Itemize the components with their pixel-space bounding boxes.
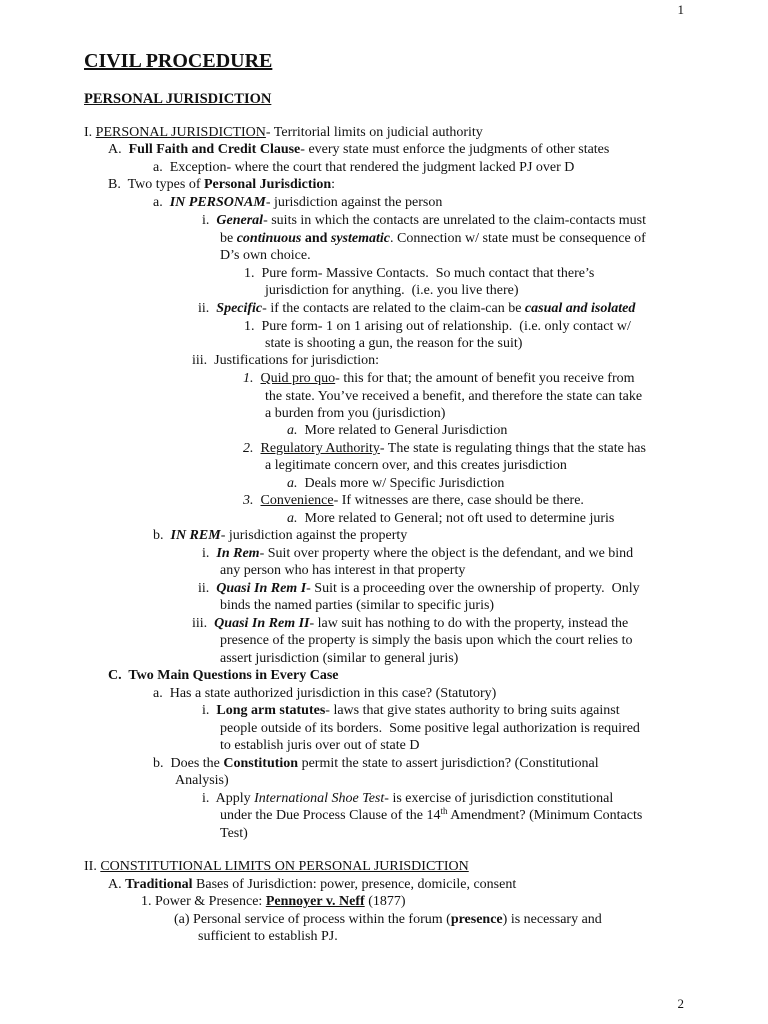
outline-line-j3-a xyxy=(287,510,614,527)
outline-text: Pure form- Massive Contacts. So much contact that there’s xyxy=(261,266,595,281)
outline-text: Bases of Jurisdiction: power, presence, domicile, consent xyxy=(192,877,517,892)
outline-text: jurisdiction for anything. (i.e. you live there) xyxy=(265,283,519,298)
outline-marker: (a) xyxy=(174,912,190,927)
outline-marker: b. xyxy=(153,756,164,771)
outline-marker: a. xyxy=(287,476,298,491)
outline-marker: 1. xyxy=(243,371,254,386)
outline-marker: A. xyxy=(108,142,122,157)
outline-text: a legitimate concern over, and this creates jurisdiction xyxy=(265,458,567,473)
outline-line-r3-2 xyxy=(220,632,633,649)
outline-line-C-a-i-2 xyxy=(220,720,640,737)
section-heading: PERSONAL JURISDICTION xyxy=(95,125,266,140)
outline-line-j2-a xyxy=(287,475,504,492)
outline-line-B xyxy=(108,176,335,193)
term-bold-italic: IN PERSONAM xyxy=(169,195,266,210)
term-bold-italic: continuous xyxy=(236,231,302,246)
term-bold: Constitution xyxy=(223,756,299,771)
outline-line-r2-2 xyxy=(220,597,494,614)
term-bold-italic: IN REM xyxy=(170,528,221,543)
outline-marker: B. xyxy=(108,177,121,192)
document-subtitle: PERSONAL JURISDICTION xyxy=(84,91,272,107)
outline-line-j3 xyxy=(243,492,584,509)
outline-marker: i. xyxy=(202,546,210,561)
outline-line-A-a xyxy=(153,159,574,176)
section-heading: CONSTITUTIONAL LIMITS ON PERSONAL JURISDICTION xyxy=(100,859,469,874)
outline-marker: I. xyxy=(84,125,93,140)
outline-line-r1 xyxy=(202,545,633,562)
outline-line-r3 xyxy=(192,615,628,632)
term-underlined: Quid pro quo xyxy=(260,371,336,386)
outline-text: . Connection w/ state must be consequence of xyxy=(390,231,646,246)
outline-text: people outside of its borders. Some positive legal authorization is required xyxy=(220,721,640,736)
outline-line-II-a-2 xyxy=(198,928,338,945)
outline-line-r1-2 xyxy=(220,562,465,579)
outline-line-r2 xyxy=(198,580,640,597)
outline-marker: iii. xyxy=(192,353,208,368)
outline-line-C-b-2 xyxy=(175,772,229,789)
term-bold-italic: casual and isolated xyxy=(524,301,636,316)
term-underlined: Regulatory Authority xyxy=(260,441,380,456)
outline-line-general-2 xyxy=(220,230,646,247)
outline-marker: i. xyxy=(202,703,210,718)
outline-line-C-b-i-2 xyxy=(220,807,642,824)
ordinal-suffix: th xyxy=(440,806,448,816)
outline-line-II-1 xyxy=(141,893,406,910)
section-heading: Two Main Questions in Every Case xyxy=(128,668,339,683)
term-bold-italic: Specific xyxy=(216,301,263,316)
outline-text: (1877) xyxy=(364,894,406,909)
outline-marker: 1. xyxy=(141,894,152,909)
outline-marker: a. xyxy=(287,511,298,526)
term-bold: Personal Jurisdiction xyxy=(204,177,332,192)
outline-line-j1-2 xyxy=(265,388,642,405)
outline-text: the state. You’ve received a benefit, and therefore the state can take xyxy=(265,389,643,404)
term-bold-italic: General xyxy=(216,213,264,228)
outline-text: Power & Presence: xyxy=(155,894,266,909)
outline-line-B-b xyxy=(153,527,407,544)
outline-text: - is exercise of jurisdiction constitutional xyxy=(384,791,614,806)
outline-text: - Territorial limits on judicial authority xyxy=(265,125,483,140)
outline-line-r3-3 xyxy=(220,650,458,667)
outline-text: - if the contacts are related to the claim-can be xyxy=(262,301,525,316)
outline-line-A xyxy=(108,141,609,158)
outline-text: presence of the property is simply the basis upon which the court relies to xyxy=(220,633,633,648)
outline-text: a burden from you (jurisdiction) xyxy=(265,406,446,421)
document-title: CIVIL PROCEDURE xyxy=(84,50,273,72)
outline-text: ) is necessary and xyxy=(502,912,602,927)
outline-text: - every state must enforce the judgments of other states xyxy=(300,142,610,157)
outline-marker: II. xyxy=(84,859,97,874)
outline-text: - law suit has nothing to do with the property, instead the xyxy=(309,616,629,631)
term-bold: Long arm statutes xyxy=(216,703,326,718)
outline-line-C-b-i-3 xyxy=(220,825,248,842)
outline-marker: i. xyxy=(202,791,210,806)
outline-line-j1-3 xyxy=(265,405,445,422)
outline-marker: 1. xyxy=(244,266,255,281)
outline-text: under the Due Process Clause of the 14 xyxy=(220,808,441,823)
term-bold-italic: systematic xyxy=(330,231,390,246)
outline-text: Two types of xyxy=(127,177,204,192)
outline-marker: a. xyxy=(153,686,163,701)
term-bold: Full Faith and Credit Clause xyxy=(128,142,301,157)
outline-line-j1-a xyxy=(287,422,507,439)
outline-line-C-b xyxy=(153,755,599,772)
outline-line-specific-1b xyxy=(265,335,522,352)
outline-line-general xyxy=(202,212,646,229)
outline-text: Apply xyxy=(215,791,255,806)
outline-text: - The state is regulating things that the state has xyxy=(379,441,646,456)
outline-marker: b. xyxy=(153,528,164,543)
term-bold-italic: In Rem xyxy=(216,546,260,561)
outline-text: be xyxy=(220,231,237,246)
outline-text: permit the state to assert jurisdiction? (Constitutional xyxy=(298,756,599,771)
outline-line-I xyxy=(84,124,483,141)
term-bold-italic: Quasi In Rem II xyxy=(214,616,310,631)
outline-text: state is shooting a gun, the reason for the suit) xyxy=(265,336,523,351)
outline-text: Analysis) xyxy=(175,773,229,788)
outline-line-general-1 xyxy=(244,265,594,282)
outline-line-B-a xyxy=(153,194,442,211)
outline-line-C xyxy=(108,667,339,684)
outline-text: - jurisdiction against the person xyxy=(265,195,443,210)
outline-line-C-b-i xyxy=(202,790,613,807)
outline-marker: 1. xyxy=(244,319,255,334)
outline-text: Justifications for jurisdiction: xyxy=(214,353,380,368)
outline-text: sufficient to establish PJ. xyxy=(198,929,338,944)
outline-text: assert jurisdiction (similar to general juris) xyxy=(220,651,459,666)
term-underlined: Convenience xyxy=(260,493,334,508)
term-bold: Traditional xyxy=(125,877,193,892)
outline-text: Amendment? (Minimum Contacts xyxy=(447,808,643,823)
outline-marker: C. xyxy=(108,668,122,683)
outline-line-general-3 xyxy=(220,247,311,264)
outline-marker: a. xyxy=(287,423,298,438)
outline-text: binds the named parties (similar to specific juris) xyxy=(220,598,495,613)
outline-text: Personal service of process within the forum ( xyxy=(193,912,451,927)
outline-text: - this for that; the amount of benefit you receive from xyxy=(335,371,635,386)
outline-line-general-1b xyxy=(265,282,519,299)
outline-text: More related to General Jurisdiction xyxy=(304,423,508,438)
outline-marker: ii. xyxy=(198,581,210,596)
outline-line-C-a-i xyxy=(202,702,620,719)
outline-text: - If witnesses are there, case should be there. xyxy=(333,493,584,508)
outline-line-j2 xyxy=(243,440,646,457)
outline-text: - Suit over property where the object is the defendant, and we bind xyxy=(259,546,634,561)
outline-text: : xyxy=(331,177,336,192)
outline-text: - Suit is a proceeding over the ownership of property. Only xyxy=(306,581,640,596)
outline-line-II-A xyxy=(108,876,516,893)
outline-text: any person who has interest in that property xyxy=(220,563,466,578)
outline-line-j2-2 xyxy=(265,457,567,474)
outline-marker: a. xyxy=(153,195,163,210)
term-italic: International Shoe Test xyxy=(254,791,385,806)
term-bold: presence xyxy=(450,912,503,927)
outline-line-II xyxy=(84,858,469,875)
page-number-top: 1 xyxy=(677,2,684,17)
page-number-bottom: 2 xyxy=(677,996,684,1011)
outline-marker: iii. xyxy=(192,616,208,631)
outline-line-j1 xyxy=(243,370,635,387)
outline-line-C-a-i-3 xyxy=(220,737,419,754)
term-bold-italic: Quasi In Rem I xyxy=(216,581,307,596)
outline-marker: i. xyxy=(202,213,210,228)
outline-marker: A. xyxy=(108,877,122,892)
outline-text: More related to General; not oft used to determine juris xyxy=(304,511,615,526)
outline-marker: 2. xyxy=(243,441,254,456)
outline-line-justifications xyxy=(192,352,379,369)
outline-text: Pure form- 1 on 1 arising out of relationship. (i.e. only contact w/ xyxy=(261,319,631,334)
case-name: Pennoyer v. Neff xyxy=(265,894,365,909)
outline-marker: ii. xyxy=(198,301,210,316)
outline-text: - laws that give states authority to bring suits against xyxy=(325,703,620,718)
outline-line-II-a xyxy=(174,911,602,928)
outline-line-specific xyxy=(198,300,635,317)
outline-line-C-a xyxy=(153,685,496,702)
outline-text: - suits in which the contacts are unrelated to the claim-contacts must xyxy=(263,213,646,228)
outline-marker: a. xyxy=(153,160,163,175)
outline-text: Test) xyxy=(220,826,248,841)
outline-text: Exception- where the court that rendered the judgment lacked PJ over D xyxy=(169,160,575,175)
outline-text: Has a state authorized jurisdiction in this case? (Statutory) xyxy=(169,686,497,701)
outline-text: to establish juris over out of state D xyxy=(220,738,420,753)
outline-text: - jurisdiction against the property xyxy=(220,528,408,543)
outline-marker: 3. xyxy=(243,493,254,508)
outline-text: Does the xyxy=(170,756,224,771)
outline-line-specific-1 xyxy=(244,318,631,335)
outline-text: D’s own choice. xyxy=(220,248,311,263)
outline-text: Deals more w/ Specific Jurisdiction xyxy=(304,476,505,491)
term-bold: and xyxy=(301,231,331,246)
